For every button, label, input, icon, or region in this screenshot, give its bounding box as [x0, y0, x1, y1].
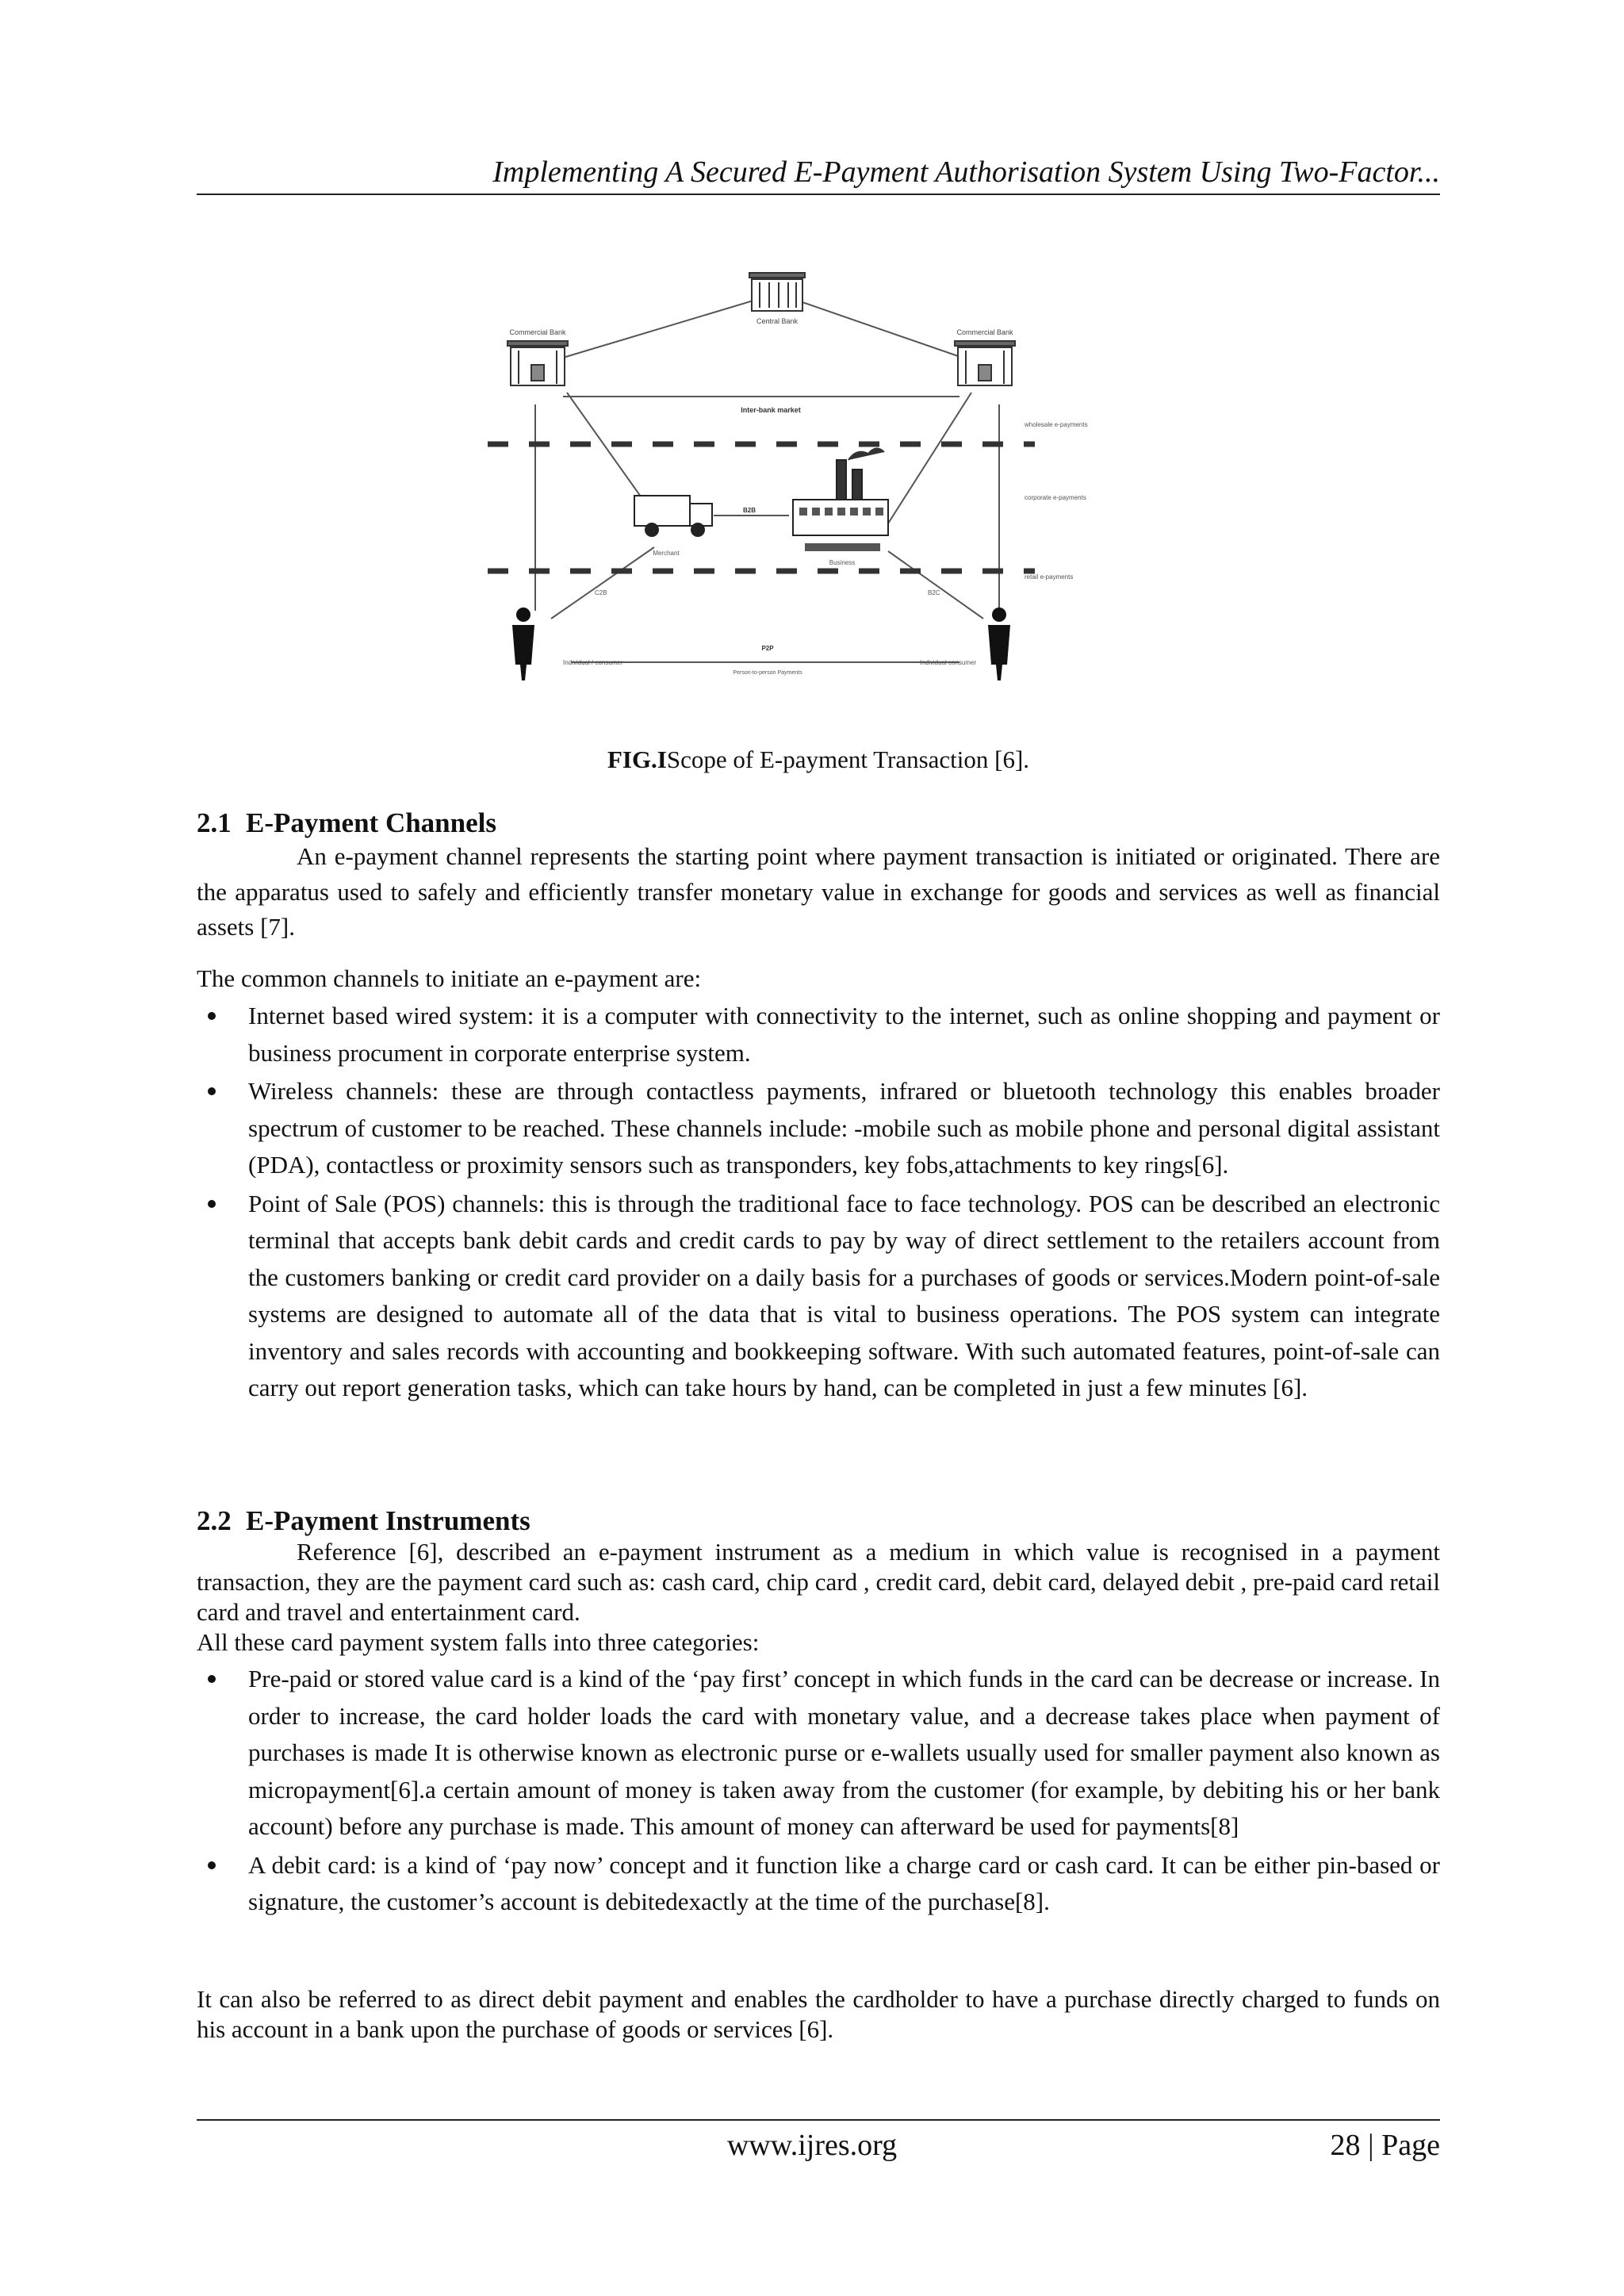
- section-title: E-Payment Instruments: [246, 1505, 530, 1536]
- figure-epayment-scope: [476, 262, 1088, 706]
- footer-url[interactable]: www.ijres.org: [726, 2129, 898, 2162]
- list-item: Point of Sale (POS) channels: this is through the traditional face to face technology. POS can be described an electronic terminal that accepts bank debit cards and credit cards to pay by way of direct settlement to the retailers account from the customers banking or credit card provider on a daily basis for a purchases of goods or services.Modern point-of-sale systems are designed to automate all of the data that is vital to business operations. The POS system can integrate inventory and sales records with accounting and bookkeeping software. With such automated features, point-of-sale can carry out report generation tasks, which can take hours by hand, can be completed in just a few minutes [6].: [197, 1186, 1440, 1407]
- business-label: Business: [829, 559, 856, 566]
- section-number: 2.1: [197, 807, 232, 838]
- wholesale-payments-label: wholesale e-payments: [1025, 421, 1088, 428]
- merchant-truck-icon: [634, 496, 712, 536]
- section-2-2-closing: It can also be referred to as direct debit payment and enables the cardholder to have a purchase directly charged to funds on his account in a bank upon the purchase of goods or services [6].: [197, 1985, 1440, 2043]
- individual-right-person-icon: [988, 608, 1010, 680]
- commercial-bank-right-icon: [955, 341, 1015, 385]
- commercial-bank-left-label: Commercial Bank: [509, 328, 566, 336]
- p2p-label: P2P: [761, 645, 774, 652]
- epayment-diagram: [476, 262, 1088, 706]
- section-title: E-Payment Channels: [246, 807, 496, 838]
- list-item: A debit card: is a kind of ‘pay now’ concept and it function like a charge card or cash card. It can be either pin-based or signature, the customer’s account is debitedexactly at the time of the purchase[8].: [197, 1847, 1440, 1921]
- section-heading-2-1: [197, 806, 1440, 841]
- footer-rule: [197, 2119, 1440, 2121]
- list-item: Internet based wired system: it is a computer with connectivity to the internet, such as online shopping and payment or business procument in corporate enterprise system.: [197, 998, 1440, 1071]
- section-2-1-lead: The common channels to initiate an e-payment are:: [197, 964, 702, 992]
- section-2-1-intro: An e-payment channel represents the starting point where payment transaction is initiated or originated. There are the apparatus used to safely and efficiently transfer monetary value in exchange for goods and services as well as financial assets [7].: [197, 842, 1440, 941]
- retail-payments-label: retail e-payments: [1025, 573, 1074, 581]
- c2b-label: C2B: [595, 589, 607, 596]
- individual-left-label: Individual / consumer: [563, 659, 623, 666]
- central-bank-label: Central Bank: [756, 317, 799, 325]
- central-bank-building-icon: [749, 273, 805, 311]
- individual-left-person-icon: [512, 608, 534, 680]
- header-rule: [197, 194, 1440, 195]
- interbank-market-label: Inter-bank market: [741, 406, 801, 414]
- diagram-connector-lines: [535, 293, 999, 662]
- figure-caption-text: Scope of E-payment Transaction [6].: [666, 746, 1030, 773]
- running-header: Implementing A Secured E-Payment Authorisation System Using Two-Factor...: [492, 155, 1440, 189]
- channels-list: [197, 998, 1440, 1407]
- p2p-sub-label: Person-to-person Payments: [733, 670, 802, 676]
- section-number: 2.2: [197, 1505, 232, 1536]
- figure-caption: [197, 744, 1440, 776]
- payment-tier-dashes: [488, 444, 1035, 571]
- corporate-payments-label: corporate e-payments: [1025, 494, 1086, 501]
- figure-caption-label: FIG.I: [607, 746, 667, 773]
- section-2-2-lead: All these card payment system falls into three categories:: [197, 1628, 760, 1656]
- section-2-2-intro: Reference [6], described an e-payment instrument as a medium in which value is recognised in a payment transaction, they are the payment card such as: cash card, chip card , credit card, debit card, delayed debit , pre-paid card retail card and travel and entertainment card.: [197, 1538, 1440, 1626]
- individual-right-label: Individual consumer: [920, 659, 977, 666]
- business-factory-icon: [793, 448, 888, 551]
- b2b-label: B2B: [742, 507, 756, 514]
- b2c-label: B2C: [928, 589, 940, 596]
- list-item: Wireless channels: these are through contactless payments, infrared or bluetooth technology this enables broader spectrum of customer to be reached. These channels include: -mobile such as mobile phone and personal digital assistant (PDA), contactless or proximity sensors such as transponders, key fobs,attachments to key rings[6].: [197, 1073, 1440, 1184]
- commercial-bank-left-icon: [508, 341, 568, 385]
- list-item: Pre-paid or stored value card is a kind of the ‘pay first’ concept in which funds in the card can be decrease or increase. In order to increase, the card holder loads the card with monetary value, and a decrease takes place when payment of purchases is made It is otherwise known as electronic purse or e-wallets usually used for smaller payment also known as micropayment[6].a certain amount of money is taken away from the customer (for example, by debiting his or her bank account) before any purchase is made. This amount of money can afterward be used for payments[8]: [197, 1661, 1440, 1846]
- page-number: 28 | Page: [1330, 2129, 1440, 2162]
- section-heading-2-2: [197, 1504, 1440, 1539]
- card-categories-list: [197, 1661, 1440, 1921]
- merchant-label: Merchant: [653, 550, 680, 557]
- commercial-bank-right-label: Commercial Bank: [956, 328, 1013, 336]
